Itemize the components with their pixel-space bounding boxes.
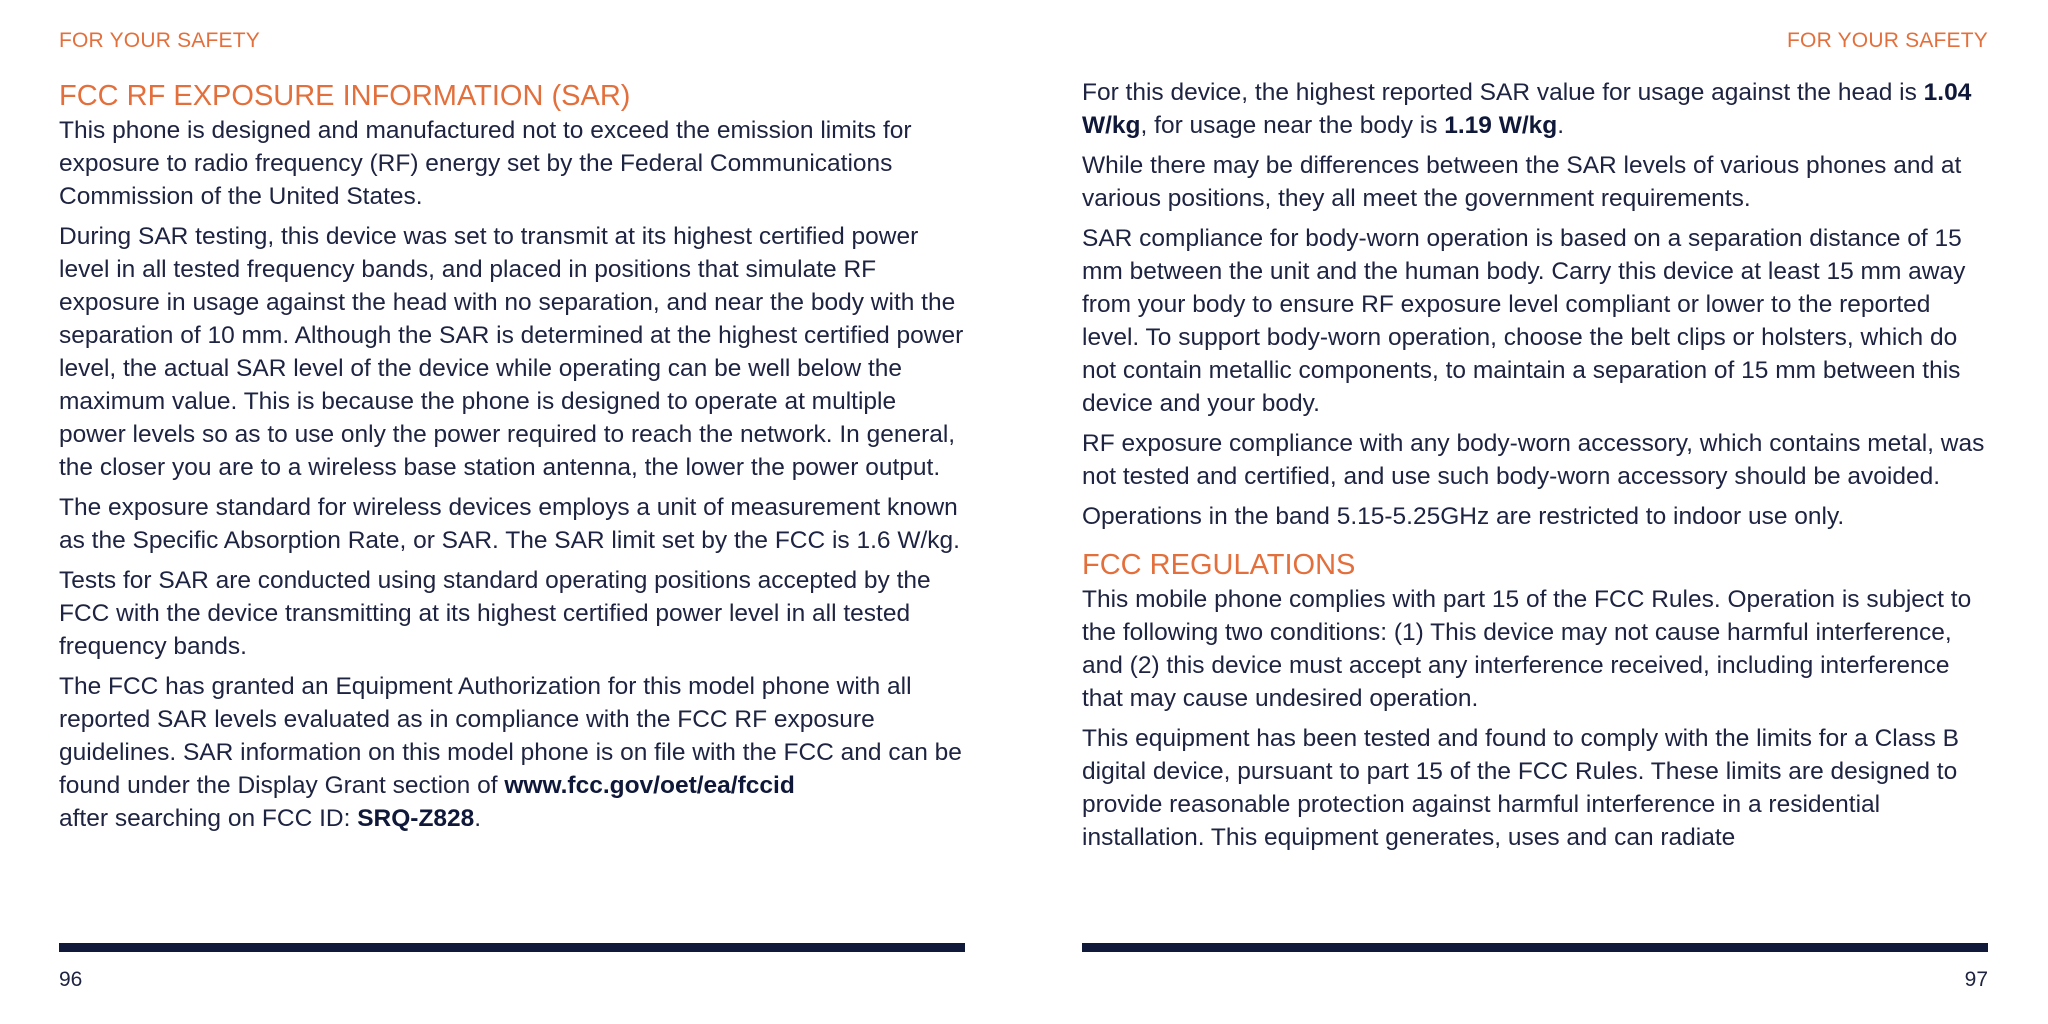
paragraph-text: For this device, the highest reported SAR value for usage against the head is	[1082, 79, 1924, 106]
right-page-content	[1082, 76, 1988, 861]
paragraph-text: .	[474, 805, 482, 832]
paragraph: This phone is designed and manufactured not to exceed the emission limits for exposure to radio frequency (RF) energy set by the Federal Communications Commission of the United States.	[59, 117, 912, 210]
page-number: 97	[1964, 968, 1988, 991]
paragraph: This mobile phone complies with part 15 of the FCC Rules. Operation is subject to the following two conditions: (1) This device may not cause harmful interference, and (2) this device must accept any interference received, including interference that may cause undesired operation.	[1082, 586, 1972, 712]
fcc-url-link[interactable]: www.fcc.gov/oet/ea/fccid	[504, 772, 795, 799]
right-page	[1082, 0, 1988, 1024]
paragraph: Tests for SAR are conducted using standard operating positions accepted by the FCC with the device transmitting at its highest certified power level in all tested frequency bands.	[59, 567, 931, 660]
paragraph: RF exposure compliance with any body-worn accessory, which contains metal, was not tested and certified, and use such body-worn accessory should be avoided.	[1082, 430, 1985, 490]
paragraph: This equipment has been tested and found to comply with the limits for a Class B digital device, pursuant to part 15 of the FCC Rules. These limits are designed to provide reasonable protection against harmful interference in a residential installation. This equipment generates, uses and can radiate	[1082, 725, 1960, 851]
section-title-sar: FCC RF EXPOSURE INFORMATION (SAR)	[59, 80, 631, 112]
fcc-id-value: SRQ-Z828	[357, 805, 475, 832]
left-page-content	[59, 78, 965, 842]
left-page	[59, 0, 965, 1024]
paragraph-text: .	[1557, 112, 1565, 139]
fcc-authorization-paragraph	[59, 670, 965, 835]
paragraph: While there may be differences between the SAR levels of various phones and at various positions, they all meet the government requirements.	[1082, 152, 1962, 212]
running-head: FOR YOUR SAFETY	[59, 29, 260, 52]
paragraph-text: The FCC has granted an Equipment Authorization for this model phone with all reported SAR levels evaluated as in compliance with the FCC RF exposure guidelines. SAR information on this model phone is on file with the FCC and can be found under the Display Grant section of	[59, 673, 962, 799]
paragraph: During SAR testing, this device was set to transmit at its highest certified power level in all tested frequency bands, and placed in positions that simulate RF exposure in usage against the head with no separation, and near the body with the separation of 10 mm. Although the SAR is determined at the highest certified power level, the actual SAR level of the device while operating can be well below the maximum value. This is because the phone is designed to operate at multiple power levels so as to use only the power required to reach the network. In general, the closer you are to a wireless base station antenna, the lower the power output.	[59, 223, 964, 481]
paragraph: SAR compliance for body-worn operation is based on a separation distance of 15 mm between the unit and the human body. Carry this device at least 15 mm away from your body to ensure RF exposure level compliant or lower to the reported level. To support body-worn operation, choose the belt clips or holsters, which do not contain metallic components, to maintain a separation of 15 mm between this device and your body.	[1082, 225, 1966, 417]
paragraph: The exposure standard for wireless devices employs a unit of measurement known as the Specific Absorption Rate, or SAR. The SAR limit set by the FCC is 1.6 W/kg.	[59, 494, 960, 554]
paragraph-text: after searching on FCC ID:	[59, 805, 358, 832]
paragraph: Operations in the band 5.15-5.25GHz are restricted to indoor use only.	[1082, 503, 1845, 530]
page-number: 96	[59, 968, 83, 991]
paragraph-text: , for usage near the body is	[1140, 112, 1445, 139]
sar-values-paragraph	[1082, 76, 1988, 142]
body-sar-value: 1.19 W/kg	[1444, 112, 1558, 139]
head-sar-value: 1.04 W/kg	[1082, 79, 1972, 139]
section-title-fcc-regulations: FCC REGULATIONS	[1082, 549, 1356, 581]
footer-rule	[1082, 943, 1988, 952]
running-head: FOR YOUR SAFETY	[1787, 29, 1988, 52]
footer-rule	[59, 943, 965, 952]
